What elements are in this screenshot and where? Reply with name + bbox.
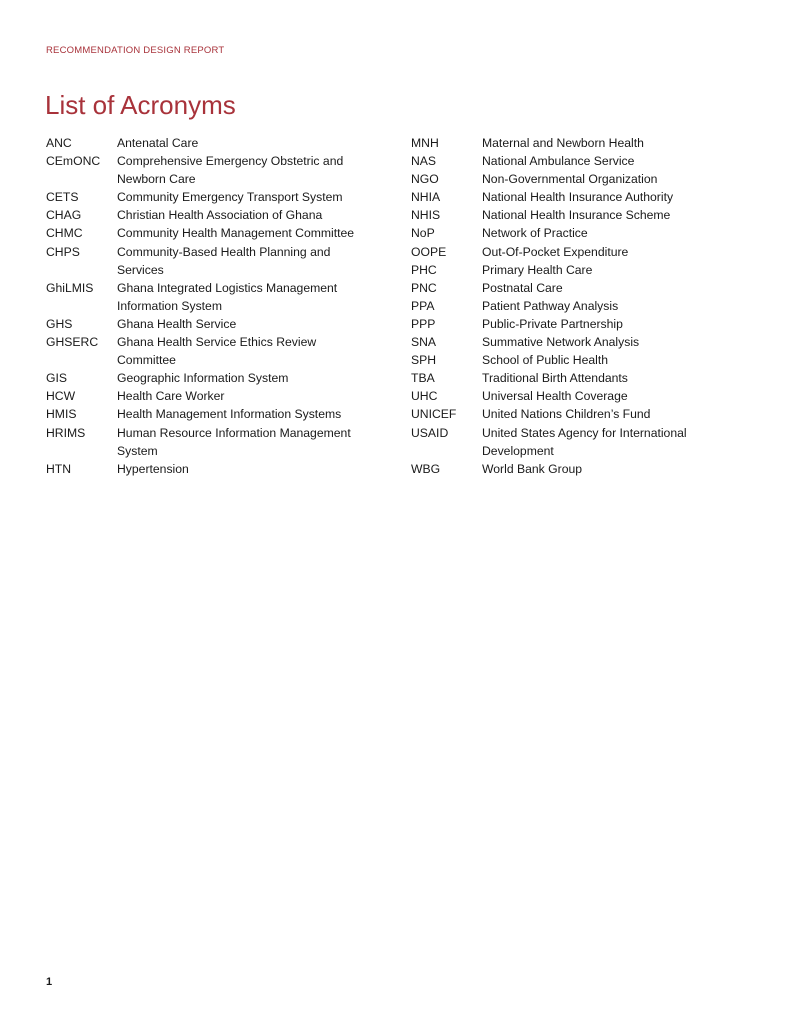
acronym-row — [411, 243, 731, 261]
acronym-abbr: MNH — [411, 136, 439, 150]
acronym-row — [46, 188, 366, 206]
acronym-row — [411, 261, 731, 279]
acronym-abbr: PPA — [411, 298, 435, 313]
acronym-definition: Health Care Worker — [117, 389, 225, 404]
acronym-abbr: ANC — [46, 136, 72, 150]
acronym-abbr: CETS — [46, 190, 79, 205]
acronym-abbr: UNICEF — [411, 407, 457, 422]
acronym-definition: World Bank Group — [482, 461, 583, 476]
acronym-abbr: USAID — [411, 425, 449, 440]
acronym-row — [46, 460, 366, 478]
acronym-definition: Patient Pathway Analysis — [482, 298, 619, 313]
acronym-definition: Non-Governmental Organization — [482, 172, 658, 187]
acronym-row — [46, 279, 366, 315]
acronym-row — [411, 405, 731, 423]
acronym-abbr: HCW — [46, 389, 76, 404]
acronym-abbr: UHC — [411, 389, 438, 404]
acronym-definition: Postnatal Care — [482, 280, 563, 295]
acronym-definition: National Health Insurance Scheme — [482, 208, 671, 223]
acronym-definition: School of Public Health — [482, 353, 609, 368]
acronym-row — [411, 134, 731, 152]
acronym-abbr: SNA — [411, 335, 437, 350]
acronym-definition: Community-Based Health Planning and Services — [117, 244, 331, 277]
acronym-abbr: NGO — [411, 172, 439, 187]
acronym-row — [411, 333, 731, 351]
acronym-definition: Network of Practice — [482, 226, 588, 241]
running-header: RECOMMENDATION DESIGN REPORT — [46, 45, 225, 56]
acronym-list-right — [411, 134, 731, 478]
acronym-row — [46, 424, 366, 460]
acronym-abbr: GHSERC — [46, 335, 99, 350]
acronym-definition: Traditional Birth Attendants — [482, 371, 628, 386]
acronym-row — [46, 206, 366, 224]
acronym-row — [46, 134, 366, 152]
acronym-row — [411, 206, 731, 224]
acronym-row — [411, 424, 731, 460]
acronym-abbr: CEmONC — [46, 154, 101, 169]
acronym-row — [46, 243, 366, 279]
acronym-abbr: TBA — [411, 371, 435, 386]
acronym-abbr: NHIS — [411, 208, 441, 223]
acronym-definition: National Ambulance Service — [482, 154, 635, 169]
acronym-row — [411, 224, 731, 242]
acronym-row — [411, 369, 731, 387]
acronym-definition: Out-Of-Pocket Expenditure — [482, 244, 629, 259]
acronym-abbr: HTN — [46, 461, 72, 476]
acronym-row — [411, 351, 731, 369]
acronym-row — [46, 369, 366, 387]
page-number: 1 — [46, 976, 53, 988]
acronym-definition: National Health Insurance Authority — [482, 190, 674, 205]
acronym-abbr: CHAG — [46, 208, 82, 223]
acronym-definition: United Nations Children’s Fund — [482, 407, 651, 422]
acronym-definition: Public-Private Partnership — [482, 316, 623, 331]
acronym-row — [46, 152, 366, 188]
acronym-row — [411, 152, 731, 170]
acronym-abbr: HRIMS — [46, 425, 86, 440]
acronym-definition: Universal Health Coverage — [482, 389, 628, 404]
acronym-abbr: NAS — [411, 154, 437, 169]
acronym-abbr: CHPS — [46, 244, 80, 259]
acronym-definition: Ghana Integrated Logistics Management Information System — [117, 280, 338, 313]
acronym-definition: Ghana Health Service Ethics Review Committee — [117, 335, 317, 368]
acronym-definition: Health Management Information Systems — [117, 407, 342, 422]
acronym-row — [411, 387, 731, 405]
acronym-definition: Community Health Management Committee — [117, 226, 355, 241]
acronym-row — [46, 387, 366, 405]
acronym-definition: United States Agency for International Development — [482, 425, 687, 458]
acronym-row — [411, 188, 731, 206]
acronym-abbr: PNC — [411, 280, 437, 295]
acronym-definition: Geographic Information System — [117, 371, 289, 386]
acronym-definition: Ghana Health Service — [117, 316, 237, 331]
acronym-abbr: HMIS — [46, 407, 77, 422]
acronym-row — [411, 297, 731, 315]
acronym-definition: Maternal and Newborn Health — [482, 136, 644, 150]
acronym-abbr: WBG — [411, 461, 441, 476]
acronym-definition: Primary Health Care — [482, 262, 593, 277]
acronym-abbr: SPH — [411, 353, 437, 368]
acronym-row — [411, 279, 731, 297]
acronym-row — [46, 333, 366, 369]
acronym-definition: Christian Health Association of Ghana — [117, 208, 323, 223]
page-title: List of Acronyms — [45, 90, 236, 120]
acronym-row — [411, 170, 731, 188]
acronym-definition: Human Resource Information Management System — [117, 425, 351, 458]
acronym-abbr: GIS — [46, 371, 67, 386]
acronym-abbr: CHMC — [46, 226, 83, 241]
acronym-row — [46, 315, 366, 333]
acronym-abbr: NoP — [411, 226, 435, 241]
acronym-abbr: GHS — [46, 316, 73, 331]
acronym-definition: Summative Network Analysis — [482, 335, 640, 350]
acronym-row — [46, 224, 366, 242]
acronym-list-left — [46, 134, 366, 478]
acronym-definition: Hypertension — [117, 461, 189, 476]
acronym-abbr: PHC — [411, 262, 437, 277]
acronym-definition: Community Emergency Transport System — [117, 190, 343, 205]
acronym-abbr: NHIA — [411, 190, 441, 205]
acronym-definition: Comprehensive Emergency Obstetric and Newborn Care — [117, 154, 344, 187]
acronym-definition: Antenatal Care — [117, 136, 199, 150]
acronym-row — [46, 405, 366, 423]
acronym-abbr: GhiLMIS — [46, 280, 94, 295]
acronym-row — [411, 315, 731, 333]
acronym-abbr: OOPE — [411, 244, 447, 259]
acronym-row — [411, 460, 731, 478]
acronym-abbr: PPP — [411, 316, 436, 331]
